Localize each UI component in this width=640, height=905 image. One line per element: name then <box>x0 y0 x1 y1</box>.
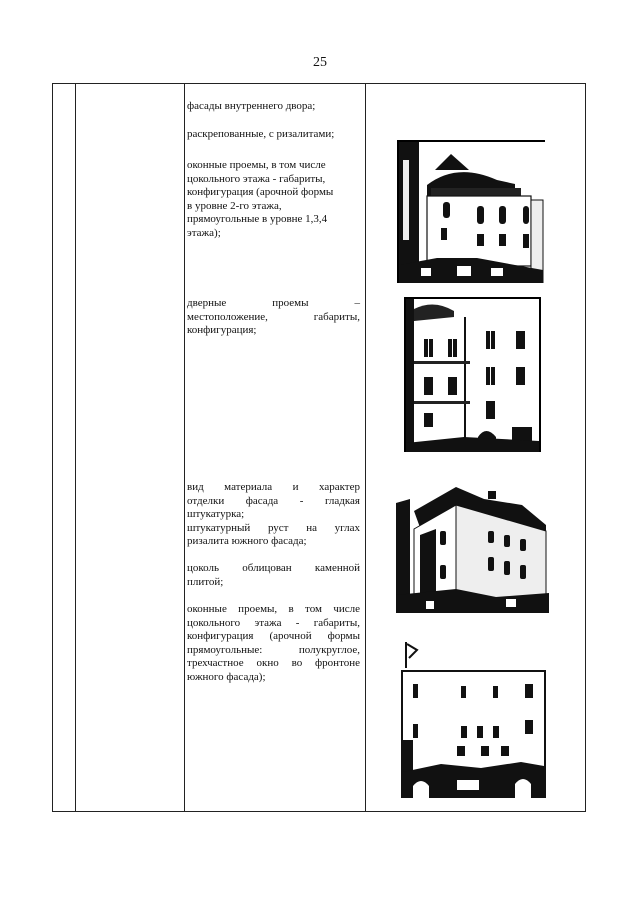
photo-corner-building-gable <box>396 485 549 613</box>
column-divider <box>75 84 76 811</box>
photo-courtyard-facade-south <box>401 640 546 798</box>
text-line: цоколь облицован каменной <box>187 562 360 574</box>
text-line: фасады внутреннего двора; <box>187 100 316 112</box>
text-line: прямоугольные в уровне 1,3,4 <box>187 213 328 225</box>
description-window-openings <box>187 159 360 240</box>
photo-courtyard-facade-dome <box>397 140 545 283</box>
text-line: трехчастное окно во фронтоне <box>187 657 360 669</box>
text-line: оконные проемы, в том числе <box>187 159 326 171</box>
text-line: цокольного этажа - габариты, <box>187 616 360 629</box>
text-line: плитой; <box>187 575 224 588</box>
column-divider <box>184 84 185 811</box>
text-line: оконные проемы, в том числе <box>187 603 360 615</box>
text-line: конфигурация; <box>187 324 257 336</box>
text-line: штукатурный руст на углах <box>187 521 360 534</box>
description-window-openings-south <box>187 603 360 684</box>
text-line: в уровне 2-го этажа, <box>187 199 282 212</box>
text-line: конфигурация (арочной формы <box>187 630 360 642</box>
text-line: этажа); <box>187 226 221 239</box>
column-divider <box>365 84 366 811</box>
description-material <box>187 481 360 549</box>
photo-courtyard-facade-doors <box>404 297 541 452</box>
text-line: отделки фасада - гладкая <box>187 494 360 507</box>
description-risalits <box>187 128 360 142</box>
text-line: конфигурация (арочной формы <box>187 186 334 198</box>
page-number: 25 <box>313 55 327 70</box>
text-line: вид материала и характер <box>187 481 360 493</box>
text-line: цокольного этажа - габариты, <box>187 172 326 185</box>
text-line: дверные проемы – <box>187 297 360 309</box>
text-line: штукатурка; <box>187 508 245 520</box>
text-line: южного фасада); <box>187 670 266 683</box>
description-door-openings <box>187 297 360 338</box>
text-line: прямоугольные: полукруглое, <box>187 643 360 656</box>
text-line: раскрепованные, с ризалитами; <box>187 128 335 140</box>
text-line: ризалита южного фасада; <box>187 535 307 547</box>
description-plinth <box>187 562 360 589</box>
text-line: местоположение, габариты, <box>187 310 360 323</box>
description-facades <box>187 100 360 114</box>
